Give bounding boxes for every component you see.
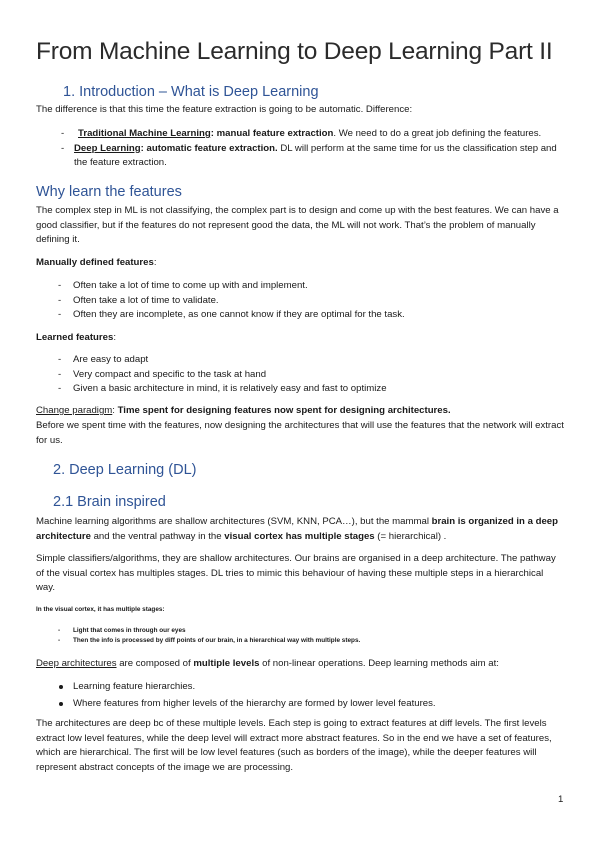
- brain-paragraph: [36, 515, 564, 544]
- list-text: Where features from higher levels of the hierarchy are formed by lower level features.: [73, 697, 436, 709]
- list-text: Given a basic architecture in mind, it is relatively easy and fast to optimize: [73, 383, 387, 394]
- list-text: Often take a lot of time to come up with and implement.: [73, 280, 308, 291]
- manual-features-list: [58, 279, 563, 323]
- colon: :: [113, 332, 116, 343]
- manual-features-label: [36, 256, 564, 271]
- list-item: [58, 294, 563, 309]
- text-run: are composed of: [116, 658, 194, 669]
- deep-architectures-line: [36, 657, 564, 672]
- dash-marker: -: [58, 309, 62, 320]
- list-text: Very compact and specific to the task at hand: [73, 368, 267, 380]
- list-text: Often they are incomplete, as one cannot know if they are optimal for the task.: [73, 309, 405, 320]
- why-heading: Why learn the features: [36, 184, 182, 200]
- bold-visual-cortex: visual cortex has multiple stages: [224, 530, 375, 542]
- change-paradigm-statement: Time spent for designing features now spent for designing architectures.: [117, 405, 451, 416]
- list-text: DL will perform at the same time for us the classification step and the feature extraction.: [74, 142, 557, 168]
- learned-features-list: [58, 353, 563, 397]
- manual-label: Manually defined features: [36, 257, 154, 268]
- section-2-heading: 2. Deep Learning (DL): [53, 462, 197, 478]
- bullet-marker: [59, 702, 63, 706]
- list-item: [58, 368, 563, 383]
- list-text: Then the info is processed by diff points of our brain, in a hierarchical way with multiple steps.: [73, 637, 361, 644]
- list-item: [58, 636, 563, 646]
- deep-learning-aims-list: [73, 680, 563, 711]
- bold-brain-deep: brain is organized in a deep architecture: [36, 516, 558, 542]
- section-1-heading: 1. Introduction – What is Deep Learning: [63, 84, 319, 100]
- deep-architectures-label: Deep architectures: [36, 658, 117, 669]
- intro-paragraph: The difference is that this time the feature extraction is going to be automatic. Difference:: [36, 104, 413, 115]
- change-paradigm-paragraph: Before we spent time with the features, now designing the architectures that will use the features that the network will extract for us.: [36, 420, 564, 446]
- change-paradigm-line: [36, 404, 564, 419]
- list-text: Are easy to adapt: [73, 354, 149, 365]
- list-item: [58, 308, 563, 323]
- list-text: Light that comes in through our eyes: [73, 627, 186, 634]
- change-paradigm-label: Change paradigm: [36, 405, 113, 416]
- text-run: and the ventral pathway in the: [90, 530, 225, 542]
- list-item: [58, 382, 563, 397]
- colon: :: [210, 128, 214, 139]
- term-automatic-extraction: automatic feature extraction.: [143, 142, 278, 154]
- colon: :: [112, 405, 118, 416]
- visual-cortex-note: In the visual cortex, it has multiple stages:: [36, 606, 165, 613]
- dash-marker: -: [58, 280, 62, 291]
- dash-marker: -: [61, 128, 65, 139]
- list-item: [73, 697, 563, 712]
- term-traditional-ml: Traditional Machine Learning: [78, 128, 211, 139]
- list-item: [73, 680, 563, 695]
- list-text: . We need to do a great job defining the features.: [333, 128, 542, 139]
- list-item: [61, 127, 564, 142]
- shallow-paragraph: Simple classifiers/algorithms, they are shallow architectures. Our brains are organised in a deep architecture. The pathway of the visual cortex has multiples stages. DL tries to mimic this behaviour of having these multiple steps in a hierarchical way.: [36, 553, 556, 593]
- list-item: [61, 142, 564, 171]
- dash-marker: -: [58, 294, 62, 306]
- learned-label: Learned features: [36, 332, 114, 343]
- hierarchy-paragraph: The architectures are deep bc of these multiple levels. Each step is going to extract features at diff levels. The first levels extract low level features, while the deep level will extract more abstract features. So in the end we have a set of features, which are hierarchical. The first will be low level features (such as borders of the image), while the deeper features will represent abstract concepts of the image we are processing.: [36, 718, 552, 773]
- list-text: Often take a lot of time to validate.: [73, 294, 219, 306]
- dash-marker: -: [58, 383, 62, 394]
- learned-features-label: [36, 331, 564, 346]
- term-deep-learning: Deep Learning: [74, 142, 141, 154]
- list-item: [58, 626, 563, 636]
- dash-marker: -: [58, 354, 62, 365]
- text-run: of non-linear operations. Deep learning methods aim at:: [259, 658, 499, 669]
- dash-marker: -: [61, 142, 65, 154]
- colon: :: [140, 142, 144, 154]
- subsection-2-1-heading: 2.1 Brain inspired: [53, 494, 166, 510]
- text-run: (= hierarchical) .: [374, 530, 447, 542]
- term-manual-extraction: manual feature extraction: [213, 128, 334, 139]
- page-number: 1: [558, 794, 564, 805]
- list-item: [58, 353, 563, 368]
- why-paragraph: The complex step in ML is not classifying, the complex part is to design and come up with the best features. We can have a good classifier, but if the features do not represent good the data, the ML will not work. That’s the problem of manually defining it.: [36, 205, 559, 245]
- dash-marker: -: [58, 627, 61, 634]
- colon: :: [153, 257, 157, 268]
- ml-vs-dl-list: [61, 127, 564, 171]
- document-title: From Machine Learning to Deep Learning Part II: [36, 38, 553, 65]
- text-run: Machine learning algorithms are shallow architectures (SVM, KNN, PCA…), but the mammal: [36, 516, 432, 527]
- visual-cortex-list: [58, 626, 563, 646]
- dash-marker: -: [58, 637, 61, 644]
- bullet-marker: [59, 685, 63, 689]
- list-item: [58, 279, 563, 294]
- dash-marker: -: [58, 368, 62, 380]
- bold-multiple-levels: multiple levels: [193, 658, 260, 669]
- list-text: Learning feature hierarchies.: [73, 681, 196, 692]
